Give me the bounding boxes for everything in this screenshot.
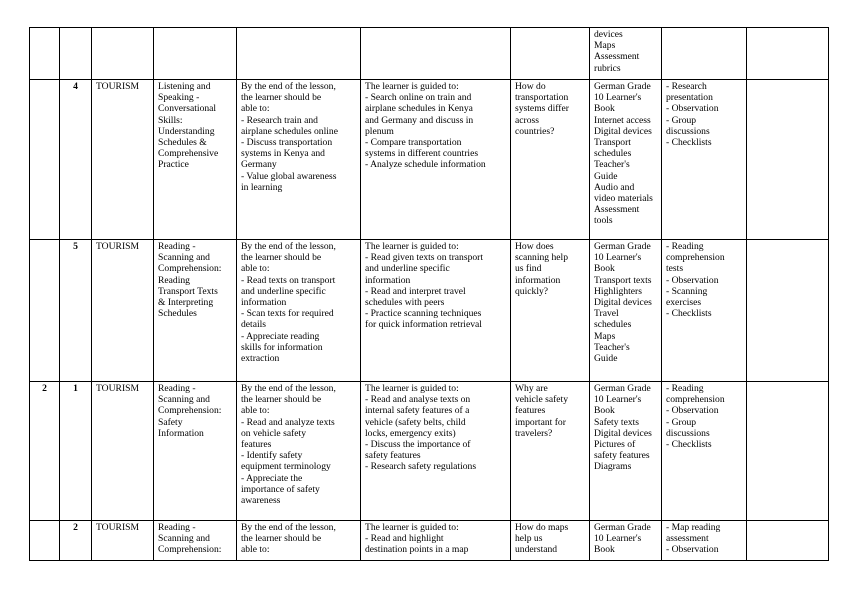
learning-outcomes-cell: By the end of the lesson, the learner should be able to: - Research train and airplane schedules online - Discuss transportation systems in Kenya and Germany - Value global awareness in learning: [237, 80, 361, 240]
sub-strand-cell: Listening and Speaking - Conversational Skills: Understanding Schedules & Comprehensive Practice: [154, 80, 237, 240]
strand-cell: TOURISM: [92, 382, 154, 521]
learning-outcomes-cell: By the end of the lesson, the learner should be able to: - Read and analyze texts on vehicle safety features - Identify safety equipment terminology - Appreciate the importance of safety awareness: [237, 382, 361, 521]
reflection-cell: [747, 80, 829, 240]
table-body: [30, 28, 829, 561]
assessment-cell: - Reading comprehension tests - Observation - Scanning exercises - Checklists: [662, 240, 747, 382]
resources-cell: German Grade 10 Learner's Book: [590, 521, 662, 561]
reflection-cell: [747, 521, 829, 561]
learning-experiences-cell: The learner is guided to: - Read and analyse texts on internal safety features of a vehicle (safety belts, child locks, emergency exits) - Discuss the importance of safety features - Research safety regulations: [361, 382, 511, 521]
inquiry-question-cell: How do maps help us understand: [511, 521, 590, 561]
lesson-cell: 1: [60, 382, 92, 521]
week-cell: [30, 28, 60, 80]
strand-cell: [92, 28, 154, 80]
lesson-cell: 4: [60, 80, 92, 240]
resources-cell: German Grade 10 Learner's Book Internet access Digital devices Transport schedules Teacher's Guide Audio and video materials Assessment tools: [590, 80, 662, 240]
reflection-cell: [747, 240, 829, 382]
table-row: [30, 521, 829, 561]
reflection-cell: [747, 382, 829, 521]
week-cell: [30, 521, 60, 561]
inquiry-question-cell: [511, 28, 590, 80]
week-cell: [30, 80, 60, 240]
learning-outcomes-cell: [237, 28, 361, 80]
week-cell: [30, 240, 60, 382]
learning-outcomes-cell: By the end of the lesson, the learner should be able to:: [237, 521, 361, 561]
inquiry-question-cell: How do transportation systems differ across countries?: [511, 80, 590, 240]
learning-experiences-cell: [361, 28, 511, 80]
strand-cell: TOURISM: [92, 80, 154, 240]
week-cell: 2: [30, 382, 60, 521]
reflection-cell: [747, 28, 829, 80]
learning-experiences-cell: The learner is guided to: - Read and highlight destination points in a map: [361, 521, 511, 561]
scheme-of-work-table: [29, 27, 829, 561]
lesson-cell: 2: [60, 521, 92, 561]
sub-strand-cell: [154, 28, 237, 80]
resources-cell: German Grade 10 Learner's Book Transport texts Highlighters Digital devices Travel schedules Maps Teacher's Guide: [590, 240, 662, 382]
assessment-cell: - Reading comprehension - Observation - Group discussions - Checklists: [662, 382, 747, 521]
assessment-cell: [662, 28, 747, 80]
resources-cell: devices Maps Assessment rubrics: [590, 28, 662, 80]
sub-strand-cell: Reading - Scanning and Comprehension: Safety Information: [154, 382, 237, 521]
table-row: [30, 382, 829, 521]
learning-experiences-cell: The learner is guided to: - Read given texts on transport and underline specific information - Read and interpret travel schedules with peers - Practice scanning techniques for quick information retrieval: [361, 240, 511, 382]
learning-outcomes-cell: By the end of the lesson, the learner should be able to: - Read texts on transport and underline specific information - Scan texts for required details - Appreciate reading skills for information extraction: [237, 240, 361, 382]
inquiry-question-cell: How does scanning help us find information quickly?: [511, 240, 590, 382]
assessment-cell: - Research presentation - Observation - Group discussions - Checklists: [662, 80, 747, 240]
inquiry-question-cell: Why are vehicle safety features important for travelers?: [511, 382, 590, 521]
learning-experiences-cell: The learner is guided to: - Search online on train and airplane schedules in Kenya and Germany and discuss in plenum - Compare transportation systems in different countries - Analyze schedule information: [361, 80, 511, 240]
assessment-cell: - Map reading assessment - Observation: [662, 521, 747, 561]
lesson-cell: [60, 28, 92, 80]
resources-cell: German Grade 10 Learner's Book Safety texts Digital devices Pictures of safety features Diagrams: [590, 382, 662, 521]
sub-strand-cell: Reading - Scanning and Comprehension:: [154, 521, 237, 561]
table-row: [30, 240, 829, 382]
strand-cell: TOURISM: [92, 521, 154, 561]
lesson-cell: 5: [60, 240, 92, 382]
sub-strand-cell: Reading - Scanning and Comprehension: Reading Transport Texts & Interpreting Schedules: [154, 240, 237, 382]
table-row: [30, 80, 829, 240]
table-row: [30, 28, 829, 80]
strand-cell: TOURISM: [92, 240, 154, 382]
